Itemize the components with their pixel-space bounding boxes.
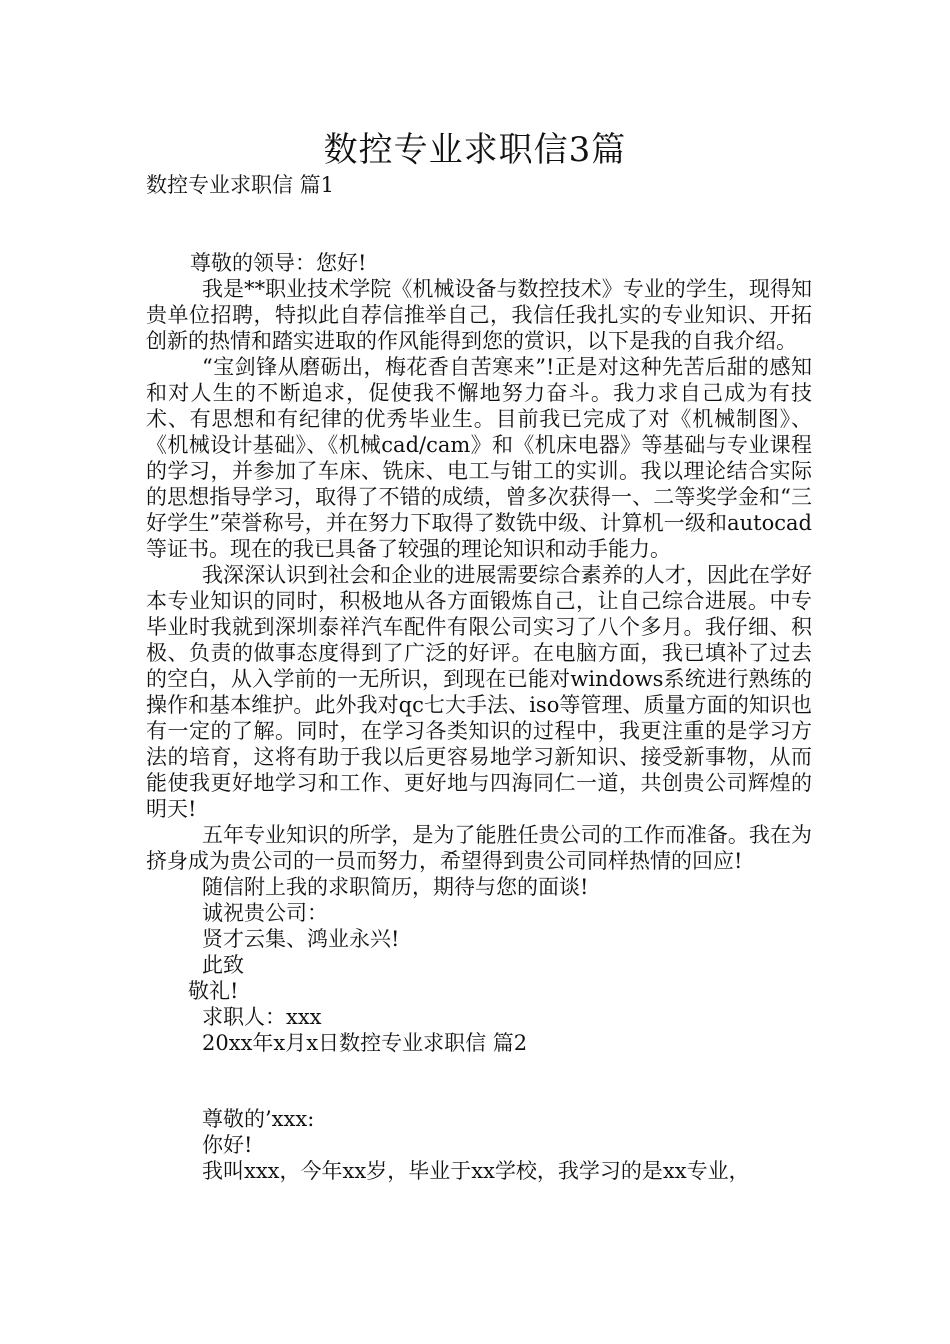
spacer bbox=[146, 198, 812, 250]
letter1-closing-line-4: 此致 bbox=[202, 953, 244, 977]
document-body bbox=[146, 172, 812, 1184]
letter1-closing-line-2: 诚祝贵公司： bbox=[202, 901, 328, 925]
letter1-paragraph-3: 我深深认识到社会和企业的进展需要综合素养的人才，因此在学好本专业知识的同时，积极地从各方面锻炼自己，让自己综合进展。中专毕业时我就到深圳泰祥汽车配件有限公司实习了八个多月。我仔细、积极、负责的做事态度得到了广泛的好评。在电脑方面，我已填补了过去的空白，从入学前的一无所识，到现在已能对windows系统进行熟练的操作和基本维护。此外我对qc七大手法、iso等管理、质量方面的知识也有一定的了解。同时，在学习各类知识的过程中，我更注重的是学习方法的培育，这将有助于我以后更容易地学习新知识、接受新事物，从而能使我更好地学习和工作、更好地与四海同仁一道，共创贵公司辉煌的明天! bbox=[146, 563, 812, 821]
letter1-paragraph-4: 五年专业知识的所学，是为了能胜任贵公司的工作而准备。我在为挤身成为贵公司的一员而努力，希望得到贵公司同样热情的回应! bbox=[146, 823, 812, 873]
letter1-date-and-letter2-heading: 20xx年x月x日数控专业求职信 篇2 bbox=[202, 1031, 528, 1055]
spacer bbox=[146, 1056, 812, 1106]
letter1-signer: 求职人：xxx bbox=[202, 1005, 322, 1029]
letter1-closing-line-3: 贤才云集、鸿业永兴! bbox=[202, 927, 400, 951]
letter1-salutation: 尊敬的领导：您好! bbox=[190, 251, 367, 275]
letter1-heading: 数控专业求职信 篇1 bbox=[146, 173, 335, 197]
letter1-closing-line-1: 随信附上我的求职简历，期待与您的面谈! bbox=[202, 875, 589, 899]
document-title: 数控专业求职信3篇 bbox=[323, 130, 627, 170]
letter2-salutation: 尊敬的’xxx: bbox=[202, 1107, 315, 1131]
letter2-first-line: 我叫xxx，今年xx岁，毕业于xx学校，我学习的是xx专业， bbox=[202, 1159, 750, 1183]
letter1-paragraph-2: “宝剑锋从磨砺出，梅花香自苦寒来”!正是对这种先苦后甜的感知和对人生的不断追求，促使我不懈地努力奋斗。我力求自己成为有技术、有思想和有纪律的优秀毕业生。目前我已完成了对《机械制图》、《机械设计基础》、《机械cad/cam》和《机床电器》等基础与专业课程的学习，并参加了车床、铣床、电工与钳工的实训。我以理论结合实际的思想指导学习，取得了不错的成绩，曾多次获得一、二等奖学金和“三好学生”荣誉称号，并在努力下取得了数铣中级、计算机一级和autocad等证书。现在的我已具备了较强的理论知识和动手能力。 bbox=[146, 355, 812, 561]
letter1-paragraph-1: 我是**职业技术学院《机械设备与数控技术》专业的学生，现得知贵单位招聘，特拟此自荐信推举自己，我信任我扎实的专业知识、开拓创新的热情和踏实进取的作风能得到您的赏识，以下是我的自我介绍。 bbox=[146, 277, 812, 353]
letter1-respect: 敬礼! bbox=[188, 979, 239, 1003]
letter2-greeting: 你好! bbox=[202, 1133, 253, 1157]
